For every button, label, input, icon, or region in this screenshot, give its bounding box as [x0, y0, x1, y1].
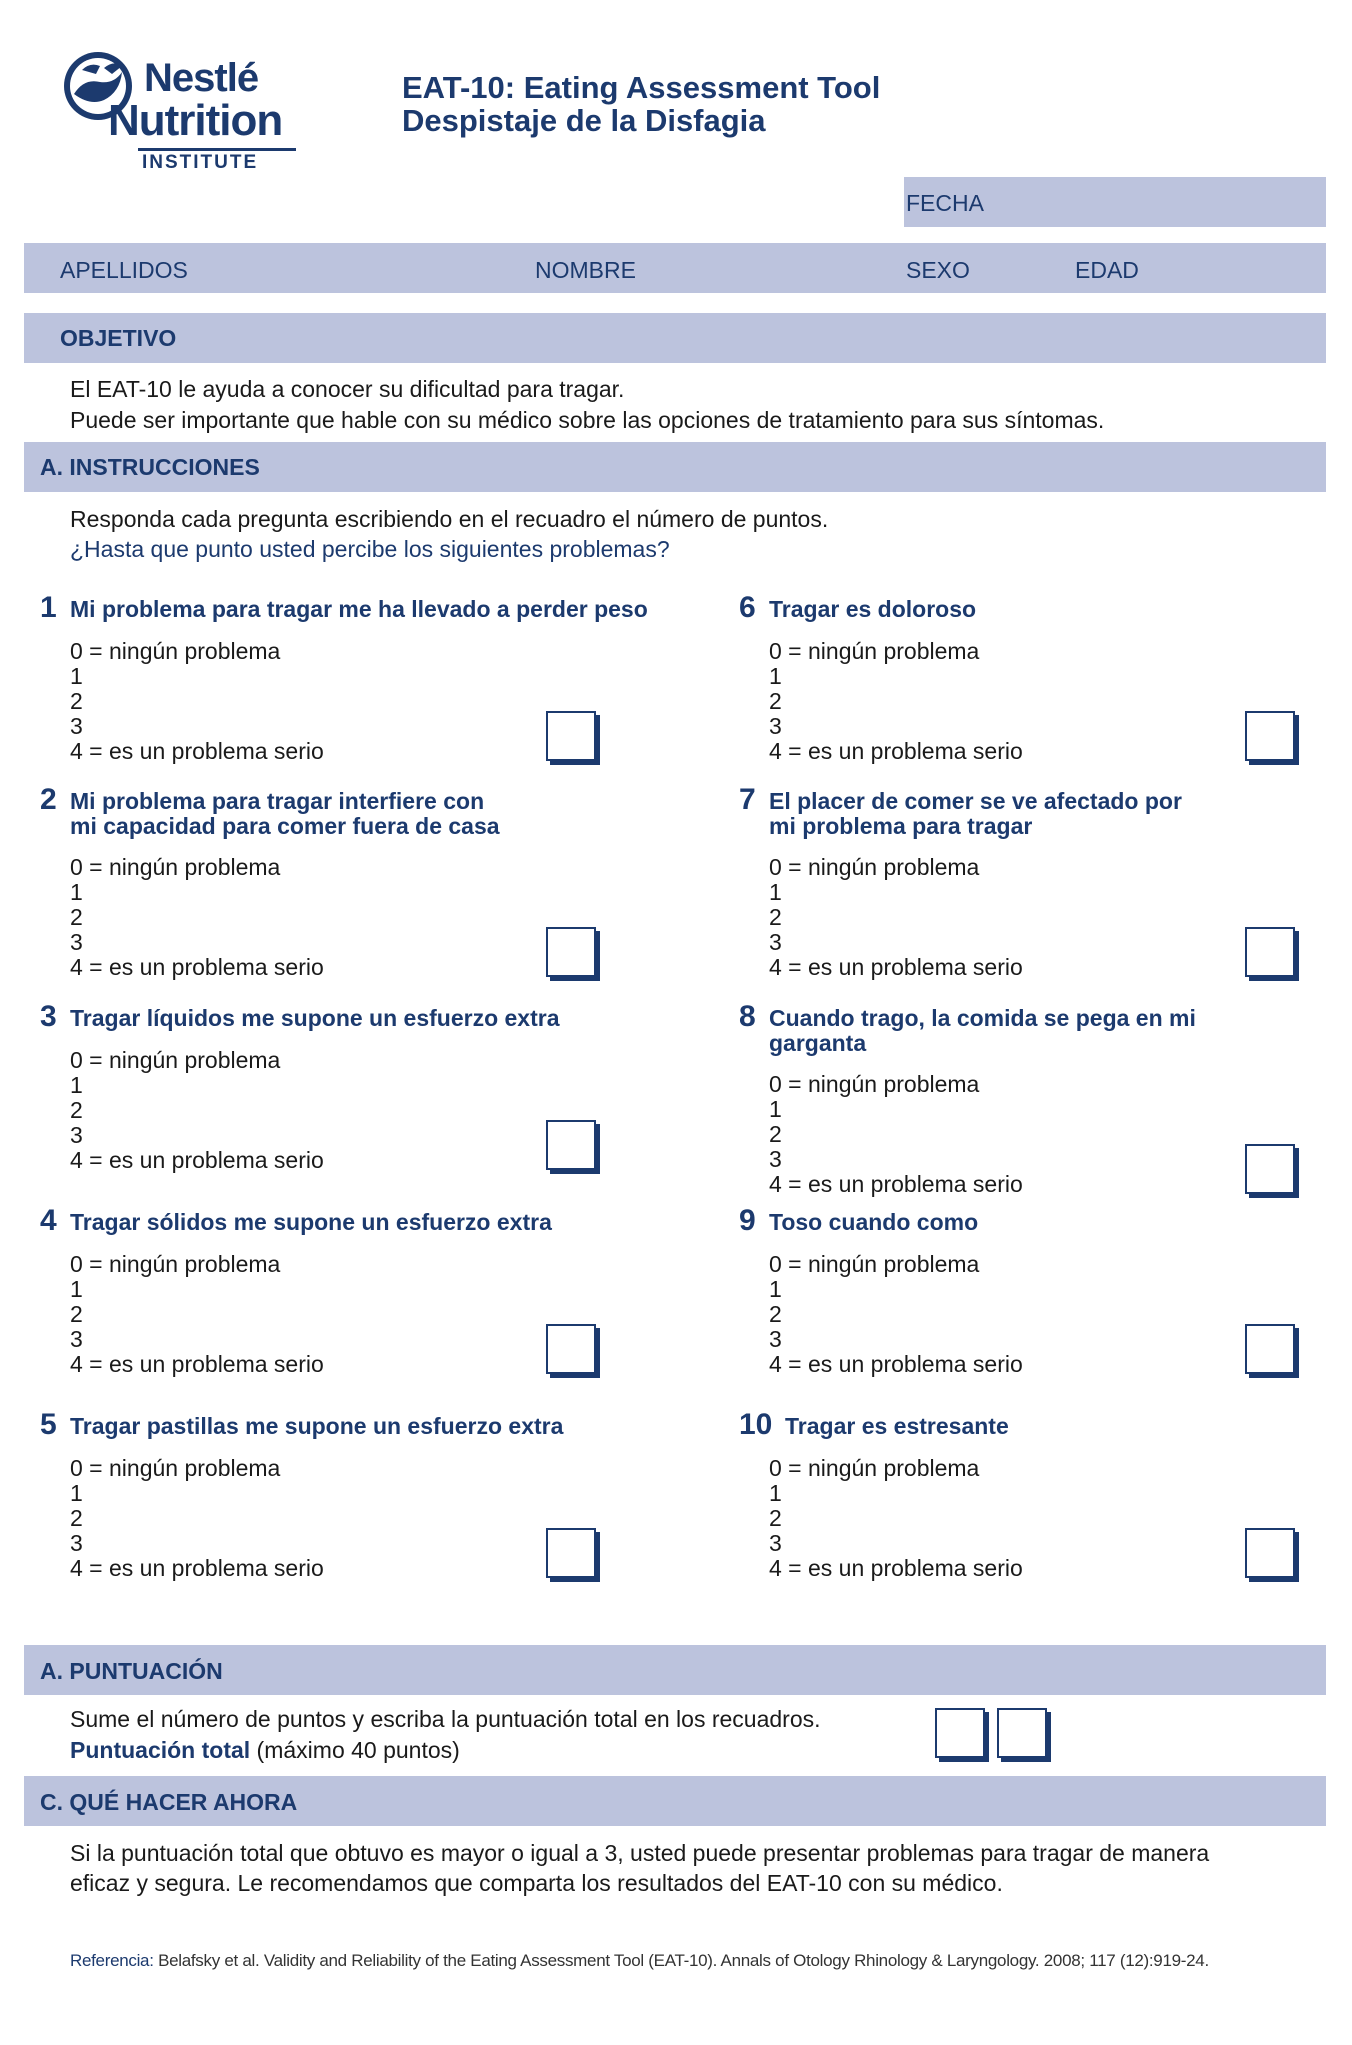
page-subtitle: Despistaje de la Disfagia [402, 103, 766, 138]
que-hacer-text-2: eficaz y segura. Le recomendamos que comparta los resultados del EAT-10 con su médico. [70, 1870, 1003, 1896]
reference [70, 1951, 1209, 1971]
question-text: Mi problema para tragar me ha llevado a perder peso [70, 596, 648, 622]
total-score-box-tens[interactable] [935, 1708, 985, 1758]
question-text: Tragar es estresante [785, 1413, 1009, 1439]
question-number: 6 [739, 591, 756, 624]
sexo-label: SEXO [906, 257, 970, 283]
objetivo-text-2: Puede ser importante que hable con su médico sobre las opciones de tratamiento para sus síntomas. [70, 407, 1105, 433]
score-box-7[interactable] [1245, 927, 1295, 977]
que-hacer-text-1: Si la puntuación total que obtuvo es mayor o igual a 3, usted puede presentar problemas para tragar de manera [70, 1840, 1210, 1866]
puntuacion-total-note: (máximo 40 puntos) [250, 1737, 460, 1763]
question-9 [739, 1206, 1352, 1396]
score-box-2[interactable] [546, 927, 596, 977]
answer-options: 0 = ningún problema 1 2 3 4 = es un problema serio [769, 638, 1023, 764]
question-text: Tragar líquidos me supone un esfuerzo extra [70, 1005, 560, 1031]
question-text: Tragar pastillas me supone un esfuerzo extra [70, 1413, 564, 1439]
question-number: 10 [739, 1408, 773, 1441]
answer-options: 0 = ningún problema 1 2 3 4 = es un problema serio [70, 1455, 324, 1581]
answer-options: 0 = ningún problema 1 2 3 4 = es un problema serio [769, 1455, 1023, 1581]
instrucciones-text-2: ¿Hasta que punto usted percibe los siguientes problemas? [70, 536, 670, 562]
question-1 [40, 593, 680, 783]
question-text: Toso cuando como [769, 1209, 979, 1235]
question-2 [40, 783, 680, 980]
question-text: Cuando trago, la comida se pega en mi garganta [769, 1005, 1196, 1056]
score-box-9[interactable] [1245, 1324, 1295, 1374]
question-4 [40, 1206, 680, 1396]
question-number: 9 [739, 1204, 756, 1237]
nestle-nutrition-logo [60, 48, 296, 173]
puntuacion-total-line [70, 1737, 460, 1764]
objetivo-text-1: El EAT-10 le ayuda a conocer su dificultad para tragar. [70, 376, 625, 402]
answer-options: 0 = ningún problema 1 2 3 4 = es un problema serio [70, 1251, 324, 1377]
question-number: 3 [40, 1000, 57, 1033]
logo-text-institute: INSTITUTE [142, 152, 259, 173]
page-title: EAT-10: Eating Assessment Tool [402, 70, 881, 105]
question-5 [40, 1410, 680, 1600]
question-number: 4 [40, 1204, 57, 1237]
logo-text-nestle: Nestlé [144, 56, 259, 100]
answer-options: 0 = ningún problema 1 2 3 4 = es un problema serio [769, 1251, 1023, 1377]
question-text: El placer de comer se ve afectado por mi problema para tragar [769, 788, 1182, 839]
reference-label: Referencia: [70, 1951, 154, 1970]
answer-options: 0 = ningún problema 1 2 3 4 = es un problema serio [70, 854, 324, 980]
score-box-10[interactable] [1245, 1528, 1295, 1578]
answer-options: 0 = ningún problema 1 2 3 4 = es un problema serio [70, 1047, 324, 1173]
score-box-1[interactable] [546, 711, 596, 761]
answer-options: 0 = ningún problema 1 2 3 4 = es un problema serio [769, 854, 1023, 980]
puntuacion-total-label: Puntuación total [70, 1737, 251, 1763]
question-number: 2 [40, 783, 57, 816]
reference-text: Belafsky et al. Validity and Reliability of the Eating Assessment Tool (EAT-10). Annals of Otology Rhinology & Laryngology. 2008; 117 (12):919-24. [153, 1951, 1209, 1970]
score-box-6[interactable] [1245, 711, 1295, 761]
nombre-label: NOMBRE [535, 257, 636, 283]
que-hacer-heading: C. QUÉ HACER AHORA [40, 1789, 298, 1815]
puntuacion-text: Sume el número de puntos y escriba la puntuación total en los recuadros. [70, 1706, 821, 1732]
logo-text-nutrition: Nutrition [108, 96, 283, 145]
logo-underline [138, 148, 296, 151]
question-8 [739, 1000, 1352, 1197]
question-number: 1 [40, 591, 57, 624]
instrucciones-heading: A. INSTRUCCIONES [40, 454, 260, 480]
instrucciones-text-1: Responda cada pregunta escribiendo en el recuadro el número de puntos. [70, 506, 829, 532]
score-box-8[interactable] [1245, 1144, 1295, 1194]
objetivo-heading: OBJETIVO [60, 325, 177, 351]
question-6 [739, 593, 1352, 783]
answer-options: 0 = ningún problema 1 2 3 4 = es un problema serio [70, 638, 324, 764]
answer-options: 0 = ningún problema 1 2 3 4 = es un problema serio [769, 1071, 1023, 1197]
total-score-box-units[interactable] [997, 1708, 1047, 1758]
edad-label: EDAD [1075, 257, 1139, 283]
score-box-4[interactable] [546, 1324, 596, 1374]
question-number: 8 [739, 1000, 756, 1033]
score-box-3[interactable] [546, 1120, 596, 1170]
fecha-label: FECHA [906, 190, 984, 216]
puntuacion-heading: A. PUNTUACIÓN [40, 1658, 223, 1684]
score-box-5[interactable] [546, 1528, 596, 1578]
question-number: 7 [739, 783, 756, 816]
question-text: Mi problema para tragar interfiere con mi capacidad para comer fuera de casa [70, 788, 500, 839]
question-text: Tragar es doloroso [769, 596, 977, 622]
question-text: Tragar sólidos me supone un esfuerzo extra [70, 1209, 552, 1235]
question-7 [739, 783, 1352, 980]
question-number: 5 [40, 1408, 57, 1441]
question-3 [40, 1002, 680, 1192]
apellidos-label: APELLIDOS [60, 257, 188, 283]
objetivo-bar [24, 313, 1326, 363]
question-10 [739, 1410, 1352, 1600]
